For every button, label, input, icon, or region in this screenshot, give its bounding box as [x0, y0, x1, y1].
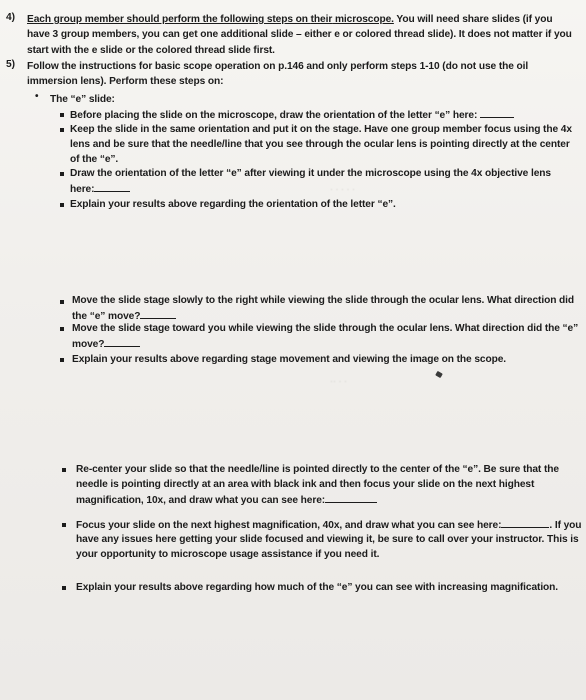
- answer-blank: [325, 492, 377, 503]
- step-explain-orientation: Explain your results above regarding the orientation of the letter “e”.: [70, 199, 396, 210]
- recenter-line-2: needle is pointing directly at an area with black ink and then focus your slide on the next highest: [76, 479, 535, 490]
- recenter-line-1: [76, 462, 559, 477]
- step-move-right-line-1: Move the slide stage slowly to the right while viewing the slide through the ocular lens. What direction did: [72, 295, 575, 306]
- square-bullet: [62, 468, 66, 472]
- item-4-number: 4): [6, 12, 16, 23]
- answer-blank: [140, 308, 176, 319]
- square-bullet: [62, 523, 66, 527]
- square-bullet: [60, 113, 64, 117]
- recenter-line-1-a: Re-center your slide so that the needle/line is pointed directly to the center of the “e”.: [76, 464, 484, 475]
- step-before-placing: [70, 107, 514, 123]
- square-bullet: [60, 203, 64, 207]
- item-5-number: 5): [6, 59, 16, 70]
- step-draw-line-1: Draw the orientation of the letter “e” after viewing it under the microscope using the 4x objective lens: [70, 168, 551, 179]
- item-4-line-1: [27, 12, 552, 27]
- item-4-lead-underlined: their: [310, 14, 333, 25]
- step-move-right-line-2-text: the “e” move?: [72, 311, 141, 322]
- recenter-line-3-text: magnification, 10x, and draw what you can see here:: [76, 495, 326, 506]
- recenter-line-3: [76, 492, 377, 508]
- step-explain-stage: Explain your results above regarding stage movement and viewing the image on the scope.: [72, 354, 507, 365]
- recenter-line-1-b: Be sure that the: [483, 464, 559, 475]
- round-bullet: •: [35, 91, 39, 102]
- e-slide-heading: The “e” slide:: [50, 94, 115, 105]
- item-4-line-3: start with the e slide or the colored thread slide first.: [27, 45, 275, 56]
- ink-mark: [435, 371, 443, 378]
- item-4-line-2: have 3 group members, you can get one additional slide – either e or colored thread slide). It does not matter if you: [27, 29, 572, 40]
- square-bullet: [60, 300, 64, 304]
- focus40-line-3: your opportunity to microscope usage assistance if you need it.: [76, 549, 380, 560]
- item-4-lead-end: microscope.: [332, 14, 394, 25]
- bleed-through-text: ·· · ·: [330, 376, 347, 386]
- answer-blank: [94, 181, 130, 192]
- step-move-toward-line-2-text: move?: [72, 339, 105, 350]
- square-bullet: [60, 327, 64, 331]
- focus40-line-1-a: Focus your slide on the next highest magnification, 40x, and draw what you can see here:: [76, 520, 502, 531]
- bleed-through-text: · · · · ·: [330, 184, 355, 194]
- focus40-line-2: have any issues here getting your slide focused and viewing it, be sure to call over your instructor. This is: [76, 534, 579, 545]
- step-draw-line-2: [70, 181, 130, 197]
- square-bullet: [60, 358, 64, 362]
- item-4-lead: Each group member should perform the following steps on: [27, 14, 311, 25]
- step-keep-slide-line-2: lens and be sure that the needle/line that you see through the ocular lens is pointing directly at the center: [70, 139, 570, 150]
- step-keep-slide-line-3: of the “e”.: [70, 154, 119, 165]
- square-bullet: [60, 128, 64, 132]
- item-5-line-2: immersion lens). Perform these steps on:: [27, 76, 224, 87]
- step-before-placing-text: Before placing the slide on the microscope, draw the orientation of the letter “e” here:: [70, 110, 480, 121]
- answer-blank: [480, 107, 514, 118]
- square-bullet: [60, 172, 64, 176]
- step-draw-line-2-text: here:: [70, 184, 95, 195]
- square-bullet: [62, 586, 66, 590]
- step-move-toward-line-1: Move the slide stage toward you while viewing the slide through the ocular lens. What direction did the “e”: [72, 323, 579, 334]
- step-keep-slide-line-1: Keep the slide in the same orientation and put it on the stage. Have one group member focus using the 4x: [70, 124, 572, 135]
- answer-blank: [501, 517, 549, 528]
- item-5-line-1: Follow the instructions for basic scope operation on p.146 and only perform steps 1-10 (do not use the oil: [27, 61, 529, 72]
- step-move-toward-line-2: [72, 336, 140, 352]
- focus40-line-1-b: . If you: [549, 520, 582, 531]
- focus40-line-1: [76, 517, 581, 533]
- explain-magnification: Explain your results above regarding how much of the “e” you can see with increasing magnification.: [76, 582, 559, 593]
- item-4-line-1-rest: You will need share slides (if you: [393, 14, 553, 25]
- answer-blank: [104, 336, 140, 347]
